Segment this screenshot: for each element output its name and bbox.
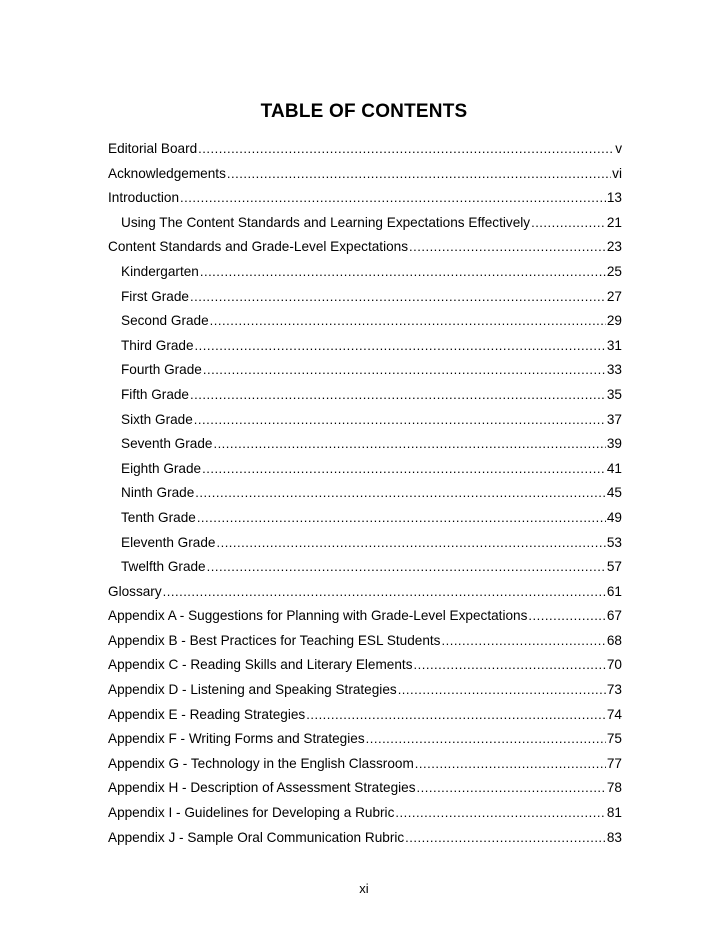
toc-entry-label: Appendix C - Reading Skills and Literary Elements [108, 657, 413, 673]
toc-entry[interactable] [108, 436, 622, 461]
toc-entry-page-number: 21 [606, 214, 622, 230]
toc-entry-label: Eighth Grade [121, 460, 202, 476]
toc-entry-label: Appendix F - Writing Forms and Strategies [108, 731, 365, 747]
toc-entry[interactable] [108, 239, 622, 264]
toc-entry[interactable] [108, 289, 622, 314]
toc-entry[interactable] [108, 633, 622, 658]
toc-entry-page-number: 41 [606, 460, 622, 476]
toc-entry-page-number: v [615, 141, 622, 156]
toc-entry-page-number: 27 [606, 288, 622, 304]
dot-leader [207, 559, 606, 574]
toc-entry[interactable] [108, 657, 622, 682]
toc-entry-page-number: 77 [606, 755, 622, 771]
toc-entry[interactable] [108, 141, 622, 166]
toc-entry[interactable] [108, 510, 622, 535]
toc-entry-label: Eleventh Grade [121, 534, 216, 550]
toc-entry[interactable] [108, 756, 622, 781]
toc-entry-label: Third Grade [121, 337, 194, 353]
toc-entry-page-number: 73 [606, 682, 622, 698]
toc-entry-page-number: 74 [606, 706, 622, 722]
toc-entry[interactable] [108, 166, 622, 191]
toc-entry-page-number: 25 [606, 263, 622, 279]
dot-leader [190, 289, 606, 304]
toc-entry-page-number: 23 [606, 239, 622, 255]
dot-leader [203, 362, 606, 377]
toc-entry[interactable] [108, 584, 622, 609]
dot-leader [417, 780, 606, 795]
toc-entry[interactable] [108, 461, 622, 486]
dot-leader [531, 215, 606, 230]
toc-entry-label: Introduction [108, 190, 180, 206]
toc-entry-label: Appendix G - Technology in the English Classroom [108, 755, 414, 771]
toc-entry-page-number: 33 [606, 362, 622, 378]
toc-entry[interactable] [108, 805, 622, 830]
toc-entry-page-number: 75 [606, 731, 622, 747]
toc-entry-page-number: 35 [606, 386, 622, 402]
toc-entry-page-number: 67 [606, 608, 622, 624]
toc-entry-label: Second Grade [121, 313, 209, 329]
dot-leader [366, 731, 606, 746]
toc-entry[interactable] [108, 362, 622, 387]
toc-entry-page-number: 37 [606, 411, 622, 427]
toc-entry-page-number: vi [612, 165, 622, 181]
toc-entry[interactable] [108, 412, 622, 437]
dot-leader [163, 584, 606, 599]
toc-entry[interactable] [108, 731, 622, 756]
toc-entry-label: Fifth Grade [121, 386, 189, 402]
toc-entry-label: Content Standards and Grade-Level Expectations [108, 239, 409, 255]
toc-entry-page-number: 83 [606, 829, 622, 845]
toc-entry[interactable] [108, 485, 622, 510]
toc-entry-label: First Grade [121, 288, 189, 304]
toc-entry-page-number: 68 [606, 632, 622, 648]
toc-entry-label: Acknowledgements [108, 165, 226, 181]
toc-entry[interactable] [108, 313, 622, 338]
dot-leader [414, 657, 606, 672]
page-number: xi [359, 881, 369, 896]
toc-entry[interactable] [108, 535, 622, 560]
dot-leader [197, 510, 606, 525]
toc-entry-label: Glossary [108, 583, 162, 599]
dot-leader [195, 485, 606, 500]
toc-entry-label: Twelfth Grade [121, 559, 206, 575]
page-title: TABLE OF CONTENTS [260, 100, 468, 122]
dot-leader [227, 166, 611, 181]
toc-entry-label: Appendix I - Guidelines for Developing a Rubric [108, 805, 395, 821]
toc-entry-page-number: 57 [606, 559, 622, 575]
dot-leader [395, 805, 605, 820]
toc-entry-page-number: 39 [606, 436, 622, 452]
toc-entry-page-number: 31 [606, 337, 622, 353]
toc-entry-label: Fourth Grade [121, 362, 202, 378]
toc-entry-label: Kindergarten [121, 263, 199, 279]
dot-leader [194, 412, 606, 427]
toc-entry-label: Appendix E - Reading Strategies [108, 706, 306, 722]
dot-leader [398, 682, 606, 697]
toc-entry[interactable] [108, 264, 622, 289]
toc-entry-page-number: 53 [606, 534, 622, 550]
toc-entry-page-number: 61 [606, 583, 622, 599]
dot-leader [409, 239, 606, 254]
toc-entry-label: Tenth Grade [121, 509, 196, 525]
toc-entry[interactable] [108, 830, 622, 855]
toc-entry-label: Appendix D - Listening and Speaking Strategies [108, 682, 397, 698]
dot-leader [441, 633, 605, 648]
toc-entry[interactable] [108, 215, 622, 240]
dot-leader [216, 535, 605, 550]
dot-leader [198, 141, 614, 156]
toc-entry-label: Sixth Grade [121, 411, 193, 427]
dot-leader [180, 190, 606, 205]
toc-entry-label: Editorial Board [108, 141, 198, 156]
dot-leader [200, 264, 606, 279]
toc-entry-label: Ninth Grade [121, 485, 195, 501]
toc-entry[interactable] [108, 190, 622, 215]
dot-leader [213, 436, 605, 451]
dot-leader [405, 830, 606, 845]
dot-leader [190, 387, 606, 402]
toc-entry-page-number: 49 [606, 509, 622, 525]
dot-leader [415, 756, 606, 771]
dot-leader [195, 338, 606, 353]
toc-entry[interactable] [108, 338, 622, 363]
toc-entry-page-number: 13 [606, 190, 622, 206]
toc-entry-page-number: 81 [606, 805, 622, 821]
toc-entry[interactable] [108, 707, 622, 732]
toc-entry-page-number: 78 [606, 780, 622, 796]
toc-entry-page-number: 70 [606, 657, 622, 673]
table-of-contents [108, 141, 622, 854]
toc-entry-label: Using The Content Standards and Learning Expectations Effectively [121, 214, 531, 230]
toc-entry[interactable] [108, 559, 622, 584]
toc-entry[interactable] [108, 780, 622, 805]
toc-entry-label: Appendix H - Description of Assessment Strategies [108, 780, 416, 796]
dot-leader [306, 707, 606, 722]
dot-leader [528, 608, 605, 623]
dot-leader [202, 461, 606, 476]
toc-entry[interactable] [108, 387, 622, 412]
dot-leader [210, 313, 606, 328]
toc-entry-label: Appendix A - Suggestions for Planning with Grade-Level Expectations [108, 608, 528, 624]
toc-entry[interactable] [108, 608, 622, 633]
toc-entry-page-number: 45 [606, 485, 622, 501]
toc-entry-label: Seventh Grade [121, 436, 213, 452]
toc-entry-page-number: 29 [606, 313, 622, 329]
toc-entry[interactable] [108, 682, 622, 707]
toc-entry-label: Appendix B - Best Practices for Teaching ESL Students [108, 632, 441, 648]
toc-entry-label: Appendix J - Sample Oral Communication Rubric [108, 829, 405, 845]
